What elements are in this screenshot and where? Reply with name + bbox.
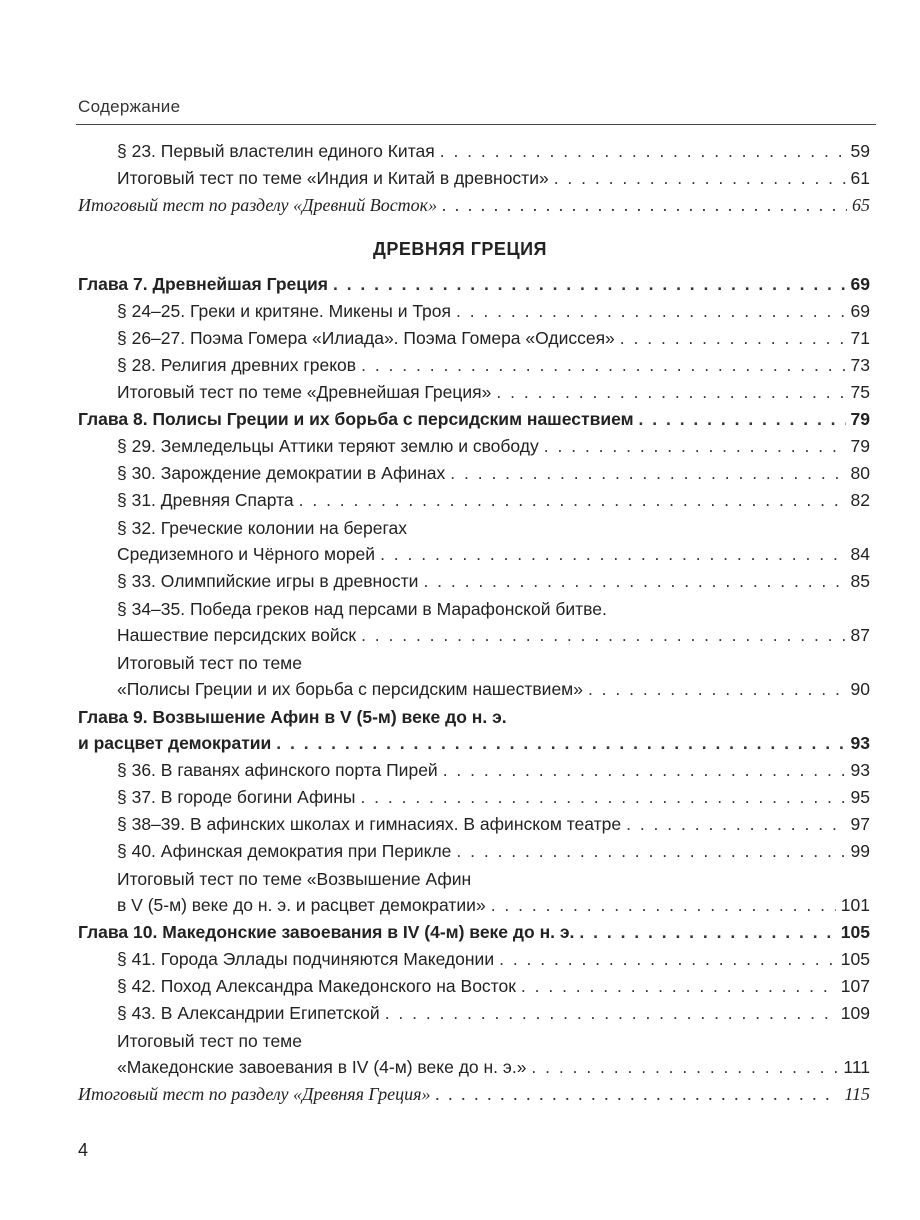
toc-entry[interactable] — [0, 649, 920, 703]
dot-leader — [456, 301, 846, 322]
toc-entry-body — [78, 1081, 870, 1108]
toc-entry-title: § 30. Зарождение демократии в Афинах — [117, 463, 446, 483]
toc-entry[interactable] — [0, 165, 920, 192]
dot-leader — [380, 544, 845, 565]
toc-entry-body — [117, 1000, 870, 1027]
toc-entry-body — [117, 460, 870, 487]
toc-page-number: 85 — [850, 571, 870, 591]
toc-entry-title: § 36. В гаванях афинского порта Пирей — [117, 760, 438, 780]
toc-page-number: 109 — [840, 1003, 870, 1023]
toc-entry-leader-line — [117, 625, 870, 646]
toc-entry-body — [117, 165, 870, 192]
toc-page-number: 71 — [850, 328, 870, 348]
toc-page-number: 95 — [850, 787, 870, 807]
toc-entry-leader-line — [117, 490, 870, 511]
toc-entry-title: Итоговый тест по разделу «Древняя Греция» — [78, 1084, 431, 1104]
dot-leader — [361, 355, 845, 376]
toc-entry-body — [78, 703, 870, 757]
toc-entry-leader-line — [117, 463, 870, 484]
toc-entry[interactable] — [0, 325, 920, 352]
toc-entry-body — [117, 568, 870, 595]
toc-entry-body — [117, 811, 870, 838]
toc-entry-leader-line — [78, 1084, 870, 1105]
toc-entry-body — [117, 433, 870, 460]
page-number: 4 — [78, 1140, 89, 1160]
toc-entry-body — [117, 487, 870, 514]
toc-entry-body — [117, 514, 870, 568]
toc-entry-body — [117, 865, 870, 919]
toc-entry[interactable] — [0, 1081, 920, 1108]
toc-page-number: 97 — [850, 814, 870, 834]
toc-entry-title: Глава 7. Древнейшая Греция — [78, 274, 328, 294]
dot-leader — [456, 841, 845, 862]
toc-entry[interactable] — [0, 703, 920, 757]
toc-entry-leader-line — [78, 409, 870, 430]
toc-entry-body — [78, 271, 870, 298]
toc-entry[interactable] — [0, 406, 920, 433]
dot-leader — [626, 814, 845, 835]
toc-entry-body — [117, 649, 870, 703]
toc-entry-leader-line — [117, 355, 870, 376]
toc-entry-title: § 40. Афинская демократия при Перикле — [117, 841, 452, 861]
toc-entry-body — [117, 973, 870, 1000]
toc-entry-title: § 42. Поход Александра Македонского на Восток — [117, 976, 516, 996]
toc-entry-title: Глава 8. Полисы Греции и их борьба с персидским нашествием — [78, 409, 634, 429]
toc-entry-title: § 31. Древняя Спарта — [117, 490, 294, 510]
toc-entry-title: «Македонские завоевания в IV (4-м) веке до н. э.» — [117, 1057, 527, 1077]
toc-entry-leader-line — [117, 436, 870, 457]
dot-leader — [442, 195, 847, 216]
toc-page-number: 101 — [840, 895, 870, 915]
toc-entry-title: «Полисы Греции и их борьба с персидским нашествием» — [117, 679, 583, 699]
toc-entry-leader-line — [117, 1003, 870, 1024]
toc-entry[interactable] — [0, 568, 920, 595]
toc-entry[interactable] — [0, 595, 920, 649]
toc-entry-body — [117, 757, 870, 784]
toc-entry-leader-line — [117, 544, 870, 565]
toc-entry-title-line: Итоговый тест по теме — [117, 1031, 302, 1051]
toc-entry-title: § 29. Земледельцы Аттики теряют землю и свободу — [117, 436, 539, 456]
toc-page-number: 84 — [850, 544, 870, 564]
dot-leader — [385, 1003, 836, 1024]
toc-entry-title-line: § 34–35. Победа греков над персами в Марафонской битве. — [117, 599, 607, 619]
dot-leader — [440, 141, 846, 162]
toc-entry-body — [117, 946, 870, 973]
dot-leader — [333, 274, 846, 295]
toc-entry-body — [117, 298, 870, 325]
section-title-text: ДРЕВНЯЯ ГРЕЦИЯ — [373, 239, 547, 259]
dot-leader — [361, 625, 845, 646]
toc-page-number: 75 — [850, 382, 870, 402]
toc-entry-title: Глава 10. Македонские завоевания в IV (4-м) веке до н. э. — [78, 922, 575, 942]
toc-entry-leader-line — [117, 168, 870, 189]
toc-page-number: 73 — [850, 355, 870, 375]
dot-leader — [531, 1057, 838, 1078]
toc-entry-leader-line — [117, 571, 870, 592]
toc-entry-body — [117, 784, 870, 811]
toc-entry-leader-line — [117, 949, 870, 970]
toc-page-number: 105 — [840, 922, 870, 942]
toc-page-number: 105 — [840, 949, 870, 969]
toc-entry[interactable] — [0, 298, 920, 325]
toc-page-number: 79 — [850, 436, 870, 456]
toc-entry-title: § 43. В Александрии Египетской — [117, 1003, 380, 1023]
dot-leader — [450, 463, 845, 484]
toc-entry-leader-line — [117, 760, 870, 781]
toc-entry-body — [117, 352, 870, 379]
toc-page-number: 99 — [850, 841, 870, 861]
toc-entry-leader-line — [117, 841, 870, 862]
table-of-contents — [0, 138, 920, 1108]
toc-entry-title-line: Итоговый тест по теме «Возвышение Афин — [117, 869, 472, 889]
dot-leader — [544, 436, 846, 457]
toc-entry[interactable] — [0, 784, 920, 811]
toc-entry[interactable] — [0, 919, 920, 946]
toc-entry[interactable] — [0, 514, 920, 568]
toc-entry-title: Нашествие персидских войск — [117, 625, 357, 645]
dot-leader — [299, 490, 846, 511]
toc-entry-leader-line — [117, 895, 870, 916]
toc-entry-body — [78, 406, 870, 433]
toc-entry-title: § 37. В городе богини Афины — [117, 787, 356, 807]
toc-entry-body — [117, 379, 870, 406]
toc-entry-body — [117, 595, 870, 649]
toc-entry-title: и расцвет демократии — [78, 733, 272, 753]
toc-entry[interactable] — [0, 487, 920, 514]
toc-entry[interactable] — [0, 352, 920, 379]
toc-page-number: 115 — [844, 1084, 870, 1104]
dot-leader — [491, 895, 836, 916]
toc-entry[interactable] — [0, 379, 920, 406]
dot-leader — [496, 382, 845, 403]
toc-entry-title-line: § 32. Греческие колонии на берегах — [117, 518, 407, 538]
toc-entry[interactable] — [0, 838, 920, 865]
toc-page-number: 65 — [852, 195, 870, 215]
toc-page-number: 93 — [850, 733, 870, 753]
toc-entry-leader-line — [78, 274, 870, 295]
toc-entry-title: § 38–39. В афинских школах и гимнасиях. В афинском театре — [117, 814, 622, 834]
toc-page-number: 90 — [850, 679, 870, 699]
toc-entry-leader-line — [117, 141, 870, 162]
toc-entry-title: Итоговый тест по разделу «Древний Восток» — [78, 195, 438, 215]
dot-leader — [360, 787, 845, 808]
toc-entry-body — [117, 838, 870, 865]
toc-entry-title: в V (5-м) веке до н. э. и расцвет демократии» — [117, 895, 486, 915]
toc-entry-leader-line — [117, 328, 870, 349]
toc-entry-title: § 41. Города Эллады подчиняются Македонии — [117, 949, 495, 969]
toc-entry-body — [78, 919, 870, 946]
toc-page-number: 111 — [843, 1057, 870, 1077]
dot-leader — [521, 976, 836, 997]
dot-leader — [588, 679, 846, 700]
toc-entry[interactable] — [0, 271, 920, 298]
toc-entry-title: Итоговый тест по теме «Индия и Китай в древности» — [117, 168, 549, 188]
toc-entry-leader-line — [78, 733, 870, 754]
toc-page-number: 69 — [850, 301, 870, 321]
toc-entry-title: Итоговый тест по теме «Древнейшая Греция» — [117, 382, 492, 402]
toc-entry[interactable] — [0, 811, 920, 838]
toc-entry-leader-line — [78, 195, 870, 216]
toc-page-number: 87 — [850, 625, 870, 645]
dot-leader — [639, 409, 846, 430]
toc-entry-leader-line — [78, 922, 870, 943]
toc-page-number: 79 — [850, 409, 870, 429]
toc-entry-title-line: Глава 9. Возвышение Афин в V (5-м) веке до н. э. — [78, 707, 507, 727]
toc-entry-body — [117, 138, 870, 165]
dot-leader — [423, 571, 845, 592]
toc-entry-leader-line — [117, 382, 870, 403]
toc-entry-title-line: Итоговый тест по теме — [117, 653, 302, 673]
toc-entry[interactable] — [0, 138, 920, 165]
toc-entry[interactable] — [0, 1000, 920, 1027]
dot-leader — [436, 1084, 840, 1105]
toc-entry-title: § 23. Первый властелин единого Китая — [117, 141, 435, 161]
toc-page-number: 61 — [850, 168, 870, 188]
toc-entry-leader-line — [117, 814, 870, 835]
toc-page-number: 69 — [850, 274, 870, 294]
toc-entry-body — [117, 1027, 870, 1081]
running-header: Содержание — [78, 97, 181, 116]
dot-leader — [443, 760, 846, 781]
toc-entry-title: Средиземного и Чёрного морей — [117, 544, 376, 564]
toc-entry[interactable] — [0, 973, 920, 1000]
dot-leader — [554, 168, 846, 189]
toc-entry-title: § 24–25. Греки и критяне. Микены и Троя — [117, 301, 451, 321]
toc-page-number: 80 — [850, 463, 870, 483]
toc-page-number: 107 — [840, 976, 870, 996]
toc-entry[interactable] — [0, 865, 920, 919]
dot-leader — [620, 328, 846, 349]
toc-entry[interactable] — [0, 460, 920, 487]
toc-entry-title: § 33. Олимпийские игры в древности — [117, 571, 419, 591]
dot-leader — [276, 733, 845, 754]
toc-page-number: 93 — [850, 760, 870, 780]
toc-entry-leader-line — [117, 301, 870, 322]
toc-entry[interactable] — [0, 946, 920, 973]
toc-entry-title: § 26–27. Поэма Гомера «Илиада». Поэма Гомера «Одиссея» — [117, 328, 615, 348]
toc-entry-body — [78, 192, 870, 219]
section-title — [0, 219, 920, 271]
toc-entry[interactable] — [0, 192, 920, 219]
toc-entry-leader-line — [117, 679, 870, 700]
toc-entry-body — [117, 325, 870, 352]
toc-entry-title: § 28. Религия древних греков — [117, 355, 357, 375]
header-rule — [76, 124, 876, 125]
toc-page-number: 59 — [850, 141, 870, 161]
toc-page-number: 82 — [850, 490, 870, 510]
dot-leader — [499, 949, 836, 970]
toc-entry[interactable] — [0, 1027, 920, 1081]
toc-entry[interactable] — [0, 757, 920, 784]
dot-leader — [579, 922, 835, 943]
toc-entry[interactable] — [0, 433, 920, 460]
toc-entry-leader-line — [117, 976, 870, 997]
toc-entry-leader-line — [117, 1057, 870, 1078]
toc-entry-leader-line — [117, 787, 870, 808]
